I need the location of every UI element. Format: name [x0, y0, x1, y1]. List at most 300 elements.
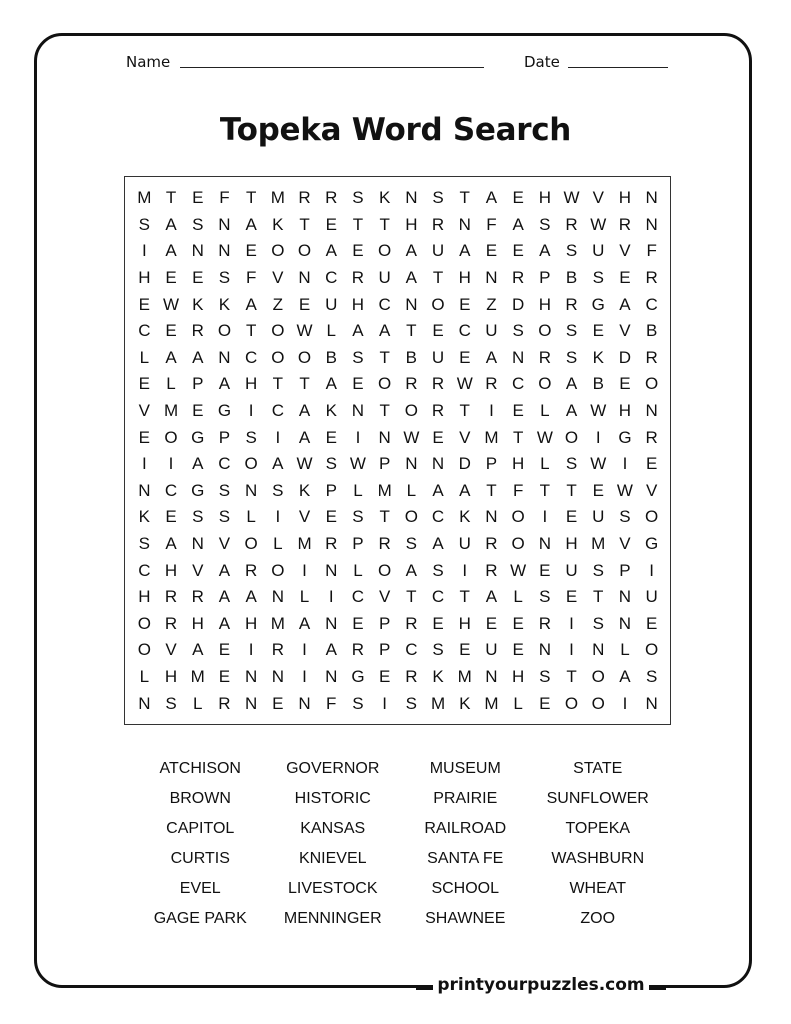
grid-letter[interactable]: C — [431, 587, 445, 607]
grid-letter[interactable]: V — [218, 534, 231, 554]
grid-letter[interactable]: M — [190, 667, 205, 687]
grid-letter[interactable]: R — [325, 188, 338, 208]
grid-letter[interactable]: S — [218, 480, 231, 500]
grid-letter[interactable]: R — [485, 534, 498, 554]
grid-letter[interactable]: C — [138, 560, 151, 580]
grid-letter[interactable]: S — [592, 268, 604, 288]
grid-letter[interactable]: E — [245, 241, 257, 261]
grid-letter[interactable]: R — [645, 427, 658, 447]
grid-letter[interactable]: N — [245, 480, 258, 500]
grid-letter[interactable]: K — [192, 294, 204, 314]
grid-letter[interactable]: E — [459, 294, 471, 314]
grid-letter[interactable]: H — [618, 188, 632, 208]
grid-letter[interactable]: R — [191, 587, 204, 607]
grid-letter[interactable]: N — [218, 214, 231, 234]
grid-letter[interactable]: V — [619, 321, 631, 341]
grid-letter[interactable]: W — [349, 454, 366, 474]
grid-letter[interactable]: E — [218, 667, 231, 687]
grid-letter[interactable]: N — [618, 587, 632, 607]
grid-letter[interactable]: P — [378, 640, 391, 660]
grid-letter[interactable]: I — [542, 507, 548, 527]
grid-letter[interactable]: M — [457, 667, 472, 687]
grid-letter[interactable]: C — [164, 480, 178, 500]
grid-letter[interactable]: R — [298, 188, 311, 208]
grid-letter[interactable]: I — [569, 613, 574, 633]
grid-letter[interactable]: E — [272, 693, 284, 713]
grid-letter[interactable]: U — [485, 321, 498, 341]
grid-letter[interactable]: N — [645, 188, 658, 208]
grid-letter[interactable]: S — [218, 268, 231, 288]
grid-letter[interactable]: V — [378, 587, 391, 607]
grid-letter[interactable]: E — [512, 613, 524, 633]
grid-letter[interactable]: R — [405, 613, 418, 633]
grid-letter[interactable]: N — [538, 534, 551, 554]
grid-letter[interactable]: S — [432, 188, 444, 208]
grid-letter[interactable]: N — [458, 214, 471, 234]
grid-letter[interactable]: S — [539, 667, 551, 687]
grid-letter[interactable]: R — [218, 693, 231, 713]
grid-letter[interactable]: N — [325, 613, 338, 633]
grid-letter[interactable]: N — [618, 613, 632, 633]
grid-letter[interactable]: A — [405, 560, 418, 580]
grid-letter[interactable]: E — [485, 241, 498, 261]
grid-letter[interactable]: R — [405, 374, 418, 394]
grid-letter[interactable]: E — [138, 427, 151, 447]
grid-letter[interactable]: M — [484, 427, 499, 447]
grid-letter[interactable]: E — [459, 640, 471, 660]
grid-letter[interactable]: N — [138, 480, 151, 500]
grid-letter[interactable]: H — [164, 560, 178, 580]
grid-letter[interactable]: O — [564, 427, 579, 447]
grid-letter[interactable]: O — [564, 693, 579, 713]
grid-letter[interactable]: C — [351, 587, 365, 607]
grid-letter[interactable]: H — [191, 613, 204, 633]
grid-letter[interactable]: Z — [486, 294, 497, 314]
grid-letter[interactable]: N — [485, 667, 498, 687]
grid-letter[interactable]: E — [138, 374, 151, 394]
grid-letter[interactable]: I — [382, 693, 388, 713]
grid-letter[interactable]: S — [245, 427, 257, 447]
grid-letter[interactable]: E — [512, 241, 524, 261]
grid-letter[interactable]: U — [458, 534, 471, 554]
grid-letter[interactable]: E — [352, 241, 364, 261]
grid-letter[interactable]: V — [138, 401, 151, 421]
grid-letter[interactable]: A — [245, 294, 257, 314]
grid-letter[interactable]: C — [645, 294, 658, 314]
grid-letter[interactable]: E — [325, 507, 337, 527]
grid-letter[interactable]: N — [405, 294, 418, 314]
grid-letter[interactable]: E — [539, 693, 551, 713]
grid-letter[interactable]: E — [218, 640, 231, 660]
grid-letter[interactable]: L — [139, 347, 150, 367]
grid-letter[interactable]: H — [565, 534, 578, 554]
grid-letter[interactable]: T — [379, 347, 390, 367]
grid-letter[interactable]: M — [270, 188, 285, 208]
grid-letter[interactable]: Z — [272, 294, 284, 314]
grid-letter[interactable]: M — [430, 693, 446, 713]
grid-letter[interactable]: N — [245, 693, 258, 713]
grid-letter[interactable]: E — [192, 188, 204, 208]
grid-letter[interactable]: S — [432, 560, 444, 580]
grid-letter[interactable]: S — [192, 507, 204, 527]
grid-letter[interactable]: M — [484, 693, 499, 713]
grid-letter[interactable]: V — [272, 268, 284, 288]
grid-letter[interactable]: R — [565, 294, 578, 314]
grid-letter[interactable]: E — [192, 268, 204, 288]
grid-letter[interactable]: T — [459, 587, 470, 607]
grid-letter[interactable]: U — [592, 241, 605, 261]
grid-letter[interactable]: I — [649, 560, 655, 580]
grid-letter[interactable]: O — [271, 321, 285, 341]
grid-letter[interactable]: P — [325, 480, 337, 500]
grid-letter[interactable]: S — [539, 214, 551, 234]
grid-letter[interactable]: S — [352, 188, 364, 208]
grid-letter[interactable]: A — [459, 480, 471, 500]
grid-letter[interactable]: S — [405, 534, 418, 554]
grid-letter[interactable]: A — [325, 374, 337, 394]
grid-letter[interactable]: W — [296, 454, 313, 474]
grid-letter[interactable]: K — [325, 401, 337, 421]
grid-letter[interactable]: O — [538, 374, 552, 394]
grid-letter[interactable]: W — [403, 427, 420, 447]
grid-letter[interactable]: S — [539, 587, 551, 607]
grid-letter[interactable]: A — [619, 667, 631, 687]
grid-letter[interactable]: H — [245, 613, 258, 633]
grid-letter[interactable]: O — [378, 560, 392, 580]
grid-letter[interactable]: W — [563, 188, 580, 208]
grid-letter[interactable]: T — [406, 587, 417, 607]
grid-letter[interactable]: A — [565, 374, 578, 394]
grid-letter[interactable]: R — [164, 587, 178, 607]
grid-letter[interactable]: H — [351, 294, 365, 314]
grid-letter[interactable]: R — [431, 214, 445, 234]
grid-letter[interactable]: O — [244, 454, 258, 474]
grid-letter[interactable]: E — [565, 587, 578, 607]
grid-letter[interactable]: K — [138, 507, 151, 527]
grid-letter[interactable]: S — [138, 214, 151, 234]
grid-letter[interactable]: L — [246, 507, 256, 527]
grid-letter[interactable]: T — [245, 321, 257, 341]
grid-letter[interactable]: H — [458, 268, 471, 288]
grid-letter[interactable]: T — [593, 587, 604, 607]
grid-letter[interactable]: L — [513, 587, 523, 607]
grid-letter[interactable]: K — [218, 294, 231, 314]
grid-letter[interactable]: C — [458, 321, 471, 341]
grid-letter[interactable]: R — [164, 613, 178, 633]
grid-letter[interactable]: A — [432, 534, 444, 554]
grid-letter[interactable]: A — [165, 347, 177, 367]
grid-letter[interactable]: I — [275, 507, 281, 527]
grid-letter[interactable]: L — [139, 667, 150, 687]
grid-letter[interactable]: E — [592, 321, 604, 341]
grid-letter[interactable]: O — [297, 347, 312, 367]
grid-letter[interactable]: L — [406, 480, 417, 500]
grid-letter[interactable]: L — [166, 374, 176, 394]
grid-letter[interactable]: E — [512, 401, 524, 421]
grid-letter[interactable]: G — [191, 480, 205, 500]
grid-letter[interactable]: U — [645, 587, 658, 607]
grid-letter[interactable]: R — [431, 374, 445, 394]
grid-letter[interactable]: T — [352, 214, 364, 234]
grid-letter[interactable]: R — [351, 268, 365, 288]
grid-letter[interactable]: T — [299, 214, 310, 234]
grid-letter[interactable]: E — [432, 427, 444, 447]
grid-letter[interactable]: A — [192, 640, 204, 660]
grid-letter[interactable]: L — [193, 693, 203, 713]
grid-letter[interactable]: O — [137, 613, 151, 633]
grid-letter[interactable]: S — [218, 507, 231, 527]
grid-letter[interactable]: A — [298, 427, 311, 447]
grid-letter[interactable]: B — [325, 347, 337, 367]
grid-letter[interactable]: F — [326, 693, 337, 713]
grid-letter[interactable]: O — [404, 507, 418, 527]
grid-letter[interactable]: H — [138, 268, 151, 288]
grid-letter[interactable]: R — [485, 374, 498, 394]
grid-letter[interactable]: O — [511, 507, 525, 527]
grid-letter[interactable]: A — [245, 214, 257, 234]
grid-letter[interactable]: A — [325, 241, 337, 261]
grid-letter[interactable]: T — [245, 188, 257, 208]
grid-letter[interactable]: E — [352, 613, 364, 633]
grid-letter[interactable]: N — [191, 534, 204, 554]
grid-letter[interactable]: V — [592, 188, 604, 208]
grid-letter[interactable]: T — [379, 507, 390, 527]
grid-letter[interactable]: A — [165, 241, 177, 261]
grid-letter[interactable]: C — [325, 268, 338, 288]
grid-letter[interactable]: P — [378, 613, 391, 633]
grid-letter[interactable]: F — [245, 268, 257, 288]
grid-letter[interactable]: N — [325, 560, 338, 580]
grid-letter[interactable]: O — [511, 534, 525, 554]
grid-letter[interactable]: T — [379, 214, 390, 234]
grid-letter[interactable]: T — [379, 401, 390, 421]
grid-letter[interactable]: W — [590, 401, 607, 421]
grid-letter[interactable]: W — [296, 321, 313, 341]
grid-letter[interactable]: S — [272, 480, 284, 500]
grid-letter[interactable]: I — [462, 560, 468, 580]
grid-letter[interactable]: V — [165, 640, 177, 660]
grid-letter[interactable]: O — [217, 321, 232, 341]
grid-letter[interactable]: O — [271, 560, 285, 580]
grid-letter[interactable]: C — [512, 374, 525, 394]
grid-letter[interactable]: O — [404, 401, 418, 421]
grid-letter[interactable]: O — [164, 427, 178, 447]
grid-letter[interactable]: P — [218, 427, 231, 447]
grid-letter[interactable]: R — [405, 667, 418, 687]
grid-letter[interactable]: A — [485, 188, 498, 208]
grid-letter[interactable]: U — [431, 347, 445, 367]
grid-letter[interactable]: N — [645, 214, 658, 234]
grid-letter[interactable]: K — [432, 667, 444, 687]
grid-letter[interactable]: I — [622, 454, 628, 474]
grid-letter[interactable]: O — [378, 374, 392, 394]
grid-letter[interactable]: P — [192, 374, 204, 394]
grid-letter[interactable]: H — [245, 374, 258, 394]
grid-letter[interactable]: E — [619, 268, 631, 288]
grid-letter[interactable]: W — [590, 454, 607, 474]
grid-letter[interactable]: S — [565, 321, 578, 341]
grid-letter[interactable]: H — [164, 667, 178, 687]
grid-letter[interactable]: S — [592, 613, 604, 633]
grid-letter[interactable]: U — [431, 241, 445, 261]
grid-letter[interactable]: S — [565, 241, 578, 261]
grid-letter[interactable]: R — [351, 640, 365, 660]
grid-letter[interactable]: F — [646, 241, 657, 261]
grid-letter[interactable]: H — [458, 613, 471, 633]
grid-letter[interactable]: E — [352, 374, 364, 394]
grid-letter[interactable]: A — [192, 454, 204, 474]
grid-letter[interactable]: D — [618, 347, 632, 367]
grid-letter[interactable]: S — [565, 347, 578, 367]
grid-letter[interactable]: N — [645, 693, 658, 713]
grid-letter[interactable]: R — [512, 268, 525, 288]
grid-letter[interactable]: A — [405, 268, 418, 288]
grid-letter[interactable]: E — [645, 613, 658, 633]
grid-letter[interactable]: L — [353, 560, 363, 580]
grid-letter[interactable]: C — [378, 294, 391, 314]
grid-letter[interactable]: W — [510, 560, 527, 580]
grid-letter[interactable]: A — [539, 241, 551, 261]
grid-letter[interactable]: A — [512, 214, 524, 234]
grid-letter[interactable]: K — [272, 214, 284, 234]
grid-letter[interactable]: O — [591, 693, 605, 713]
grid-letter[interactable]: N — [592, 640, 605, 660]
grid-letter[interactable]: A — [165, 534, 177, 554]
grid-letter[interactable]: B — [645, 321, 658, 341]
grid-letter[interactable]: S — [138, 534, 151, 554]
grid-letter[interactable]: N — [218, 347, 231, 367]
grid-letter[interactable]: L — [620, 640, 630, 660]
grid-letter[interactable]: O — [538, 321, 552, 341]
grid-letter[interactable]: I — [302, 667, 307, 687]
grid-letter[interactable]: M — [270, 613, 285, 633]
grid-letter[interactable]: S — [619, 507, 631, 527]
grid-letter[interactable]: E — [619, 374, 631, 394]
grid-letter[interactable]: N — [431, 454, 445, 474]
grid-letter[interactable]: K — [459, 507, 471, 527]
grid-letter[interactable]: A — [485, 587, 498, 607]
grid-letter[interactable]: B — [592, 374, 604, 394]
grid-letter[interactable]: C — [218, 454, 231, 474]
grid-letter[interactable]: S — [352, 693, 364, 713]
grid-letter[interactable]: H — [405, 214, 418, 234]
grid-letter[interactable]: O — [645, 374, 659, 394]
grid-letter[interactable]: F — [219, 188, 230, 208]
grid-letter[interactable]: V — [645, 480, 658, 500]
grid-letter[interactable]: L — [273, 534, 283, 554]
grid-letter[interactable]: N — [512, 347, 525, 367]
grid-letter[interactable]: S — [592, 560, 604, 580]
grid-letter[interactable]: O — [297, 241, 312, 261]
grid-letter[interactable]: E — [165, 321, 177, 341]
grid-letter[interactable]: E — [592, 480, 604, 500]
grid-letter[interactable]: R — [245, 560, 258, 580]
grid-letter[interactable]: R — [645, 268, 658, 288]
grid-letter[interactable]: W — [456, 374, 473, 394]
grid-letter[interactable]: U — [592, 507, 605, 527]
grid-letter[interactable]: A — [619, 294, 631, 314]
grid-letter[interactable]: S — [432, 640, 444, 660]
grid-letter[interactable]: L — [299, 587, 310, 607]
grid-letter[interactable]: U — [325, 294, 338, 314]
grid-letter[interactable]: R — [191, 321, 204, 341]
grid-letter[interactable]: S — [645, 667, 658, 687]
grid-letter[interactable]: O — [378, 241, 392, 261]
grid-letter[interactable]: U — [485, 640, 498, 660]
grid-letter[interactable]: W — [536, 427, 553, 447]
grid-letter[interactable]: T — [459, 401, 470, 421]
grid-letter[interactable]: A — [298, 401, 311, 421]
grid-letter[interactable]: E — [165, 507, 177, 527]
grid-letter[interactable]: A — [405, 241, 418, 261]
grid-letter[interactable]: S — [352, 507, 364, 527]
grid-letter[interactable]: A — [325, 640, 337, 660]
grid-letter[interactable]: M — [297, 534, 312, 554]
grid-letter[interactable]: R — [618, 214, 632, 234]
grid-letter[interactable]: N — [138, 693, 151, 713]
grid-letter[interactable]: V — [619, 241, 631, 261]
grid-letter[interactable]: N — [405, 454, 418, 474]
grid-letter[interactable]: R — [431, 401, 445, 421]
grid-letter[interactable]: L — [513, 693, 523, 713]
grid-letter[interactable]: H — [538, 294, 551, 314]
grid-letter[interactable]: P — [352, 534, 364, 554]
grid-letter[interactable]: B — [565, 268, 578, 288]
grid-letter[interactable]: R — [378, 534, 391, 554]
grid-letter[interactable]: P — [619, 560, 631, 580]
grid-letter[interactable]: T — [299, 374, 310, 394]
grid-letter[interactable]: N — [538, 640, 551, 660]
grid-letter[interactable]: A — [218, 560, 231, 580]
grid-letter[interactable]: B — [405, 347, 418, 367]
grid-letter[interactable]: E — [485, 613, 498, 633]
grid-letter[interactable]: E — [512, 188, 524, 208]
grid-letter[interactable]: N — [378, 427, 391, 447]
grid-letter[interactable]: R — [325, 534, 338, 554]
letter-grid[interactable] — [131, 185, 665, 717]
grid-letter[interactable]: E — [325, 427, 337, 447]
grid-letter[interactable]: C — [405, 640, 418, 660]
grid-letter[interactable]: G — [618, 427, 632, 447]
grid-letter[interactable]: R — [565, 214, 578, 234]
grid-letter[interactable]: N — [405, 188, 418, 208]
date-field[interactable] — [568, 67, 668, 68]
grid-letter[interactable]: T — [165, 188, 177, 208]
grid-letter[interactable]: I — [622, 693, 628, 713]
grid-letter[interactable]: K — [298, 480, 311, 500]
grid-letter[interactable]: K — [459, 693, 471, 713]
grid-letter[interactable]: H — [618, 401, 632, 421]
grid-letter[interactable]: S — [192, 214, 204, 234]
grid-letter[interactable]: F — [486, 214, 497, 234]
grid-letter[interactable]: P — [378, 454, 391, 474]
grid-letter[interactable]: H — [512, 454, 525, 474]
grid-letter[interactable]: H — [512, 667, 525, 687]
grid-letter[interactable]: L — [353, 480, 363, 500]
grid-letter[interactable]: E — [192, 401, 204, 421]
grid-letter[interactable]: S — [512, 321, 524, 341]
grid-letter[interactable]: T — [566, 667, 577, 687]
grid-letter[interactable]: O — [271, 241, 285, 261]
grid-letter[interactable]: M — [137, 188, 152, 208]
grid-letter[interactable]: G — [351, 667, 365, 687]
grid-letter[interactable]: O — [645, 640, 659, 660]
grid-letter[interactable]: E — [378, 667, 391, 687]
grid-letter[interactable]: C — [431, 507, 445, 527]
grid-letter[interactable]: L — [326, 321, 336, 341]
grid-letter[interactable]: V — [459, 427, 471, 447]
grid-letter[interactable]: V — [298, 507, 311, 527]
